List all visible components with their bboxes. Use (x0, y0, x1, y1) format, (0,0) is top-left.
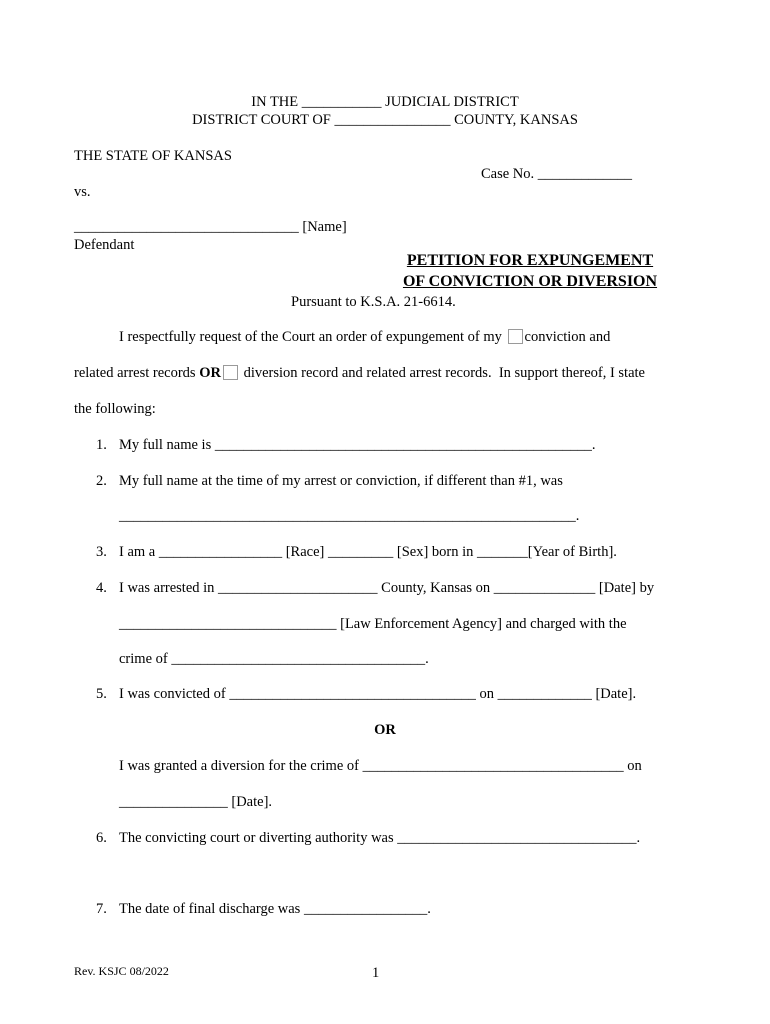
former-name-field[interactable]: _______________________________________________________________. (119, 508, 580, 524)
or-label: OR (199, 365, 221, 381)
conviction-crime-date-fields[interactable]: I was convicted of __________________________________ on _____________ [Date]. (119, 686, 637, 702)
revision-footer: Rev. KSJC 08/2022 (74, 964, 169, 978)
page-number: 1 (372, 965, 380, 981)
race-sex-birth-fields[interactable]: I am a _________________ [Race] _________ [Sex] born in _______[Year of Birth]. (119, 544, 617, 560)
defendant-name-field[interactable]: _______________________________ [Name] (74, 219, 347, 235)
item-number: 5. (96, 686, 107, 702)
item-number: 1. (96, 437, 107, 453)
law-enforcement-agency-field[interactable]: ______________________________ [Law Enforcement Agency] and charged with the (119, 616, 627, 632)
case-number-field[interactable]: Case No. _____________ (481, 166, 633, 182)
document-title-line-2: OF CONVICTION OR DIVERSION (402, 273, 658, 290)
list-item (96, 686, 636, 703)
charged-crime-field[interactable]: crime of ___________________________________. (119, 651, 429, 667)
diversion-date-field[interactable]: _______________ [Date]. (119, 794, 273, 810)
list-item (96, 580, 654, 597)
item-number: 7. (96, 901, 107, 917)
defendant-label: Defendant (74, 237, 135, 253)
list-item (96, 437, 595, 454)
header-line-1: IN THE ___________ JUDICIAL DISTRICT (251, 94, 519, 110)
or-separator: OR (374, 722, 396, 738)
vs-label: vs. (74, 184, 91, 200)
conviction-label: conviction and (524, 329, 611, 345)
header-line-2: DISTRICT COURT OF ________________ COUNTY, KANSAS (192, 112, 578, 128)
state-label: THE STATE OF KANSAS (74, 148, 232, 164)
item-number: 3. (96, 544, 107, 560)
list-item (96, 473, 563, 490)
diversion-crime-field[interactable]: I was granted a diversion for the crime of ____________________________________ on (119, 758, 642, 774)
item-text: My full name at the time of my arrest or conviction, if different than #1, was (119, 473, 563, 489)
list-item (96, 901, 431, 918)
discharge-date-field[interactable]: The date of final discharge was _________________. (119, 901, 431, 917)
convicting-court-field[interactable]: The convicting court or diverting authority was _________________________________. (119, 830, 641, 846)
arrest-county-date-fields[interactable]: I was arrested in ______________________ County, Kansas on ______________ [Date] by (119, 580, 655, 596)
full-name-field[interactable]: My full name is ____________________________________________________. (119, 437, 596, 453)
intro-text-1: I respectfully request of the Court an order of expungement of my (119, 329, 502, 345)
intro-text-2: related arrest records (74, 365, 200, 381)
intro-line-1 (119, 329, 610, 346)
item-number: 2. (96, 473, 107, 489)
list-item (96, 544, 617, 561)
intro-line-3: the following: (74, 401, 156, 417)
intro-line-2 (74, 365, 645, 382)
document-title-line-1: PETITION FOR EXPUNGEMENT (406, 252, 654, 269)
item-number: 6. (96, 830, 107, 846)
item-number: 4. (96, 580, 107, 596)
diversion-label: diversion record and related arrest records. In support thereof, I state (239, 365, 645, 381)
conviction-checkbox[interactable] (508, 329, 523, 344)
list-item (96, 830, 640, 847)
statute-reference: Pursuant to K.S.A. 21-6614. (291, 294, 456, 310)
diversion-checkbox[interactable] (223, 365, 238, 380)
